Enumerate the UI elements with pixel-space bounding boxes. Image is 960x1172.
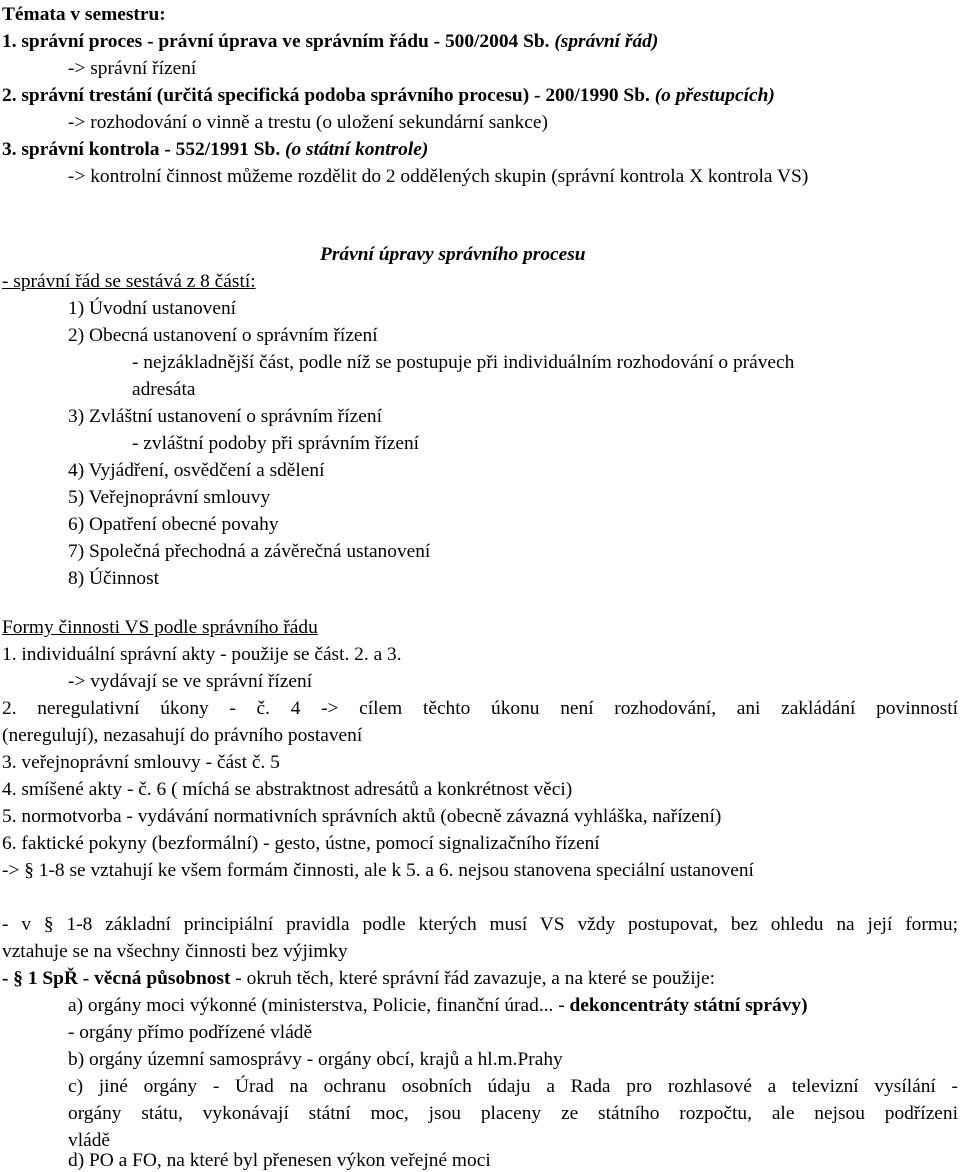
organ-a-sub: - orgány přímo podřízené vládě — [68, 1022, 313, 1043]
part-item: 6) Opatření obecné povahy — [68, 514, 279, 535]
forma-line: -> vydávají se ve správní řízení — [68, 671, 313, 692]
forma-line: 3. veřejnoprávní smlouvy - část č. 5 — [2, 752, 280, 773]
forma-line: -> § 1-8 se vztahují ke všem formám činnosti, ale k 5. a 6. nejsou stanovena speciální ustanovení — [2, 860, 754, 881]
principles-line-1: - v § 1-8 základní principiální pravidla podle kterých musí VS vždy postupovat, bez ohledu na její formu; — [2, 914, 958, 935]
topic-1-sub: -> správní řízení — [68, 58, 197, 79]
forma-line: 2. neregulativní úkony - č. 4 -> cílem těchto úkonu není rozhodování, ani zakládání povinností — [2, 698, 958, 719]
forma-line: 1. individuální správní akty - použije se část. 2. a 3. — [2, 644, 402, 665]
organ-c-line-2: orgány státu, vykonávají státní moc, jsou placeny ze státního rozpočtu, ale nejsou podřízeni — [68, 1103, 958, 1124]
organ-d: d) PO a FO, na které byl přenesen výkon veřejné moci — [68, 1150, 491, 1171]
part-item-note: - zvláštní podoby při správním řízení — [132, 433, 420, 454]
paragraph-1-label: - § 1 SpŘ - věcná působnost — [2, 968, 231, 989]
section-title-pravni-upravy: Právní úpravy správního procesu — [320, 244, 586, 265]
section-title-formy: Formy činnosti VS podle správního řádu — [2, 617, 318, 638]
topic-3-main: 3. správní kontrola - 552/1991 Sb. — [2, 139, 281, 160]
part-item: 2) Obecná ustanovení o správním řízení — [68, 325, 378, 346]
section-intro: - správní řád se sestává z 8 částí: — [2, 271, 256, 292]
part-item: 8) Účinnost — [68, 568, 160, 589]
topic-2-sub: -> rozhodování o vinně a trestu (o uložení sekundární sankce) — [68, 112, 548, 133]
part-item: 5) Veřejnoprávní smlouvy — [68, 487, 271, 508]
forma-line: (neregulují), nezasahují do právního postavení — [2, 725, 363, 746]
forma-line: 4. smíšené akty - č. 6 ( míchá se abstraktnost adresátů a konkrétnost věci) — [2, 779, 573, 800]
forma-line: 5. normotvorba - vydávání normativních správních aktů (obecně závazná vyhláška, nařízení) — [2, 806, 722, 827]
topic-1-paren: (správní řád) — [554, 31, 659, 52]
paragraph-1-line — [2, 968, 715, 990]
paragraph-1-text: - okruh těch, které správní řád zavazuje, a na které se použije: — [230, 968, 715, 989]
principles-line-2: vztahuje se na všechny činnosti bez výjimky — [2, 941, 348, 962]
topic-1 — [2, 31, 658, 53]
topic-3 — [2, 139, 428, 161]
topic-3-sub: -> kontrolní činnost můžeme rozdělit do 2 oddělených skupin (správní kontrola X kontrola VS) — [68, 166, 809, 187]
topic-2-paren: (o přestupcích) — [654, 85, 775, 106]
organ-c-line-1: c) jiné orgány - Úrad na ochranu osobních údaju a Rada pro rozhlasové a televizní vysílání - — [68, 1076, 958, 1097]
part-item-note: - nejzákladnější část, podle níž se postupuje při individuálním rozhodování o právech — [132, 352, 795, 373]
organ-c-line-3: vládě — [68, 1130, 110, 1151]
topic-2-main: 2. správní trestání (určitá specifická podoba správního procesu) - 200/1990 Sb. — [2, 85, 650, 106]
organ-a — [68, 995, 808, 1017]
part-item: 7) Společná přechodná a závěrečná ustanovení — [68, 541, 431, 562]
organ-b: b) orgány územní samosprávy - orgány obcí, krajů a hl.m.Prahy — [68, 1049, 563, 1070]
organ-a-text: a) orgány moci výkonné (ministerstva, Policie, finanční úrad... - — [68, 995, 570, 1016]
topic-1-main: 1. správní proces - právní úprava ve správním řádu - 500/2004 Sb. — [2, 31, 550, 52]
part-item: 3) Zvláštní ustanovení o správním řízení — [68, 406, 382, 427]
topic-3-paren: (o státní kontrole) — [285, 139, 429, 160]
topics-heading: Témata v semestru: — [2, 4, 166, 25]
part-item: 4) Vyjádření, osvědčení a sdělení — [68, 460, 325, 481]
forma-line: 6. faktické pokyny (bezformální) - gesto, ústne, pomocí signalizačního řízení — [2, 833, 600, 854]
topic-2 — [2, 85, 775, 107]
part-item-note: adresáta — [132, 379, 196, 400]
part-item: 1) Úvodní ustanovení — [68, 298, 237, 319]
organ-a-bold: dekoncentráty státní správy) — [569, 995, 808, 1016]
